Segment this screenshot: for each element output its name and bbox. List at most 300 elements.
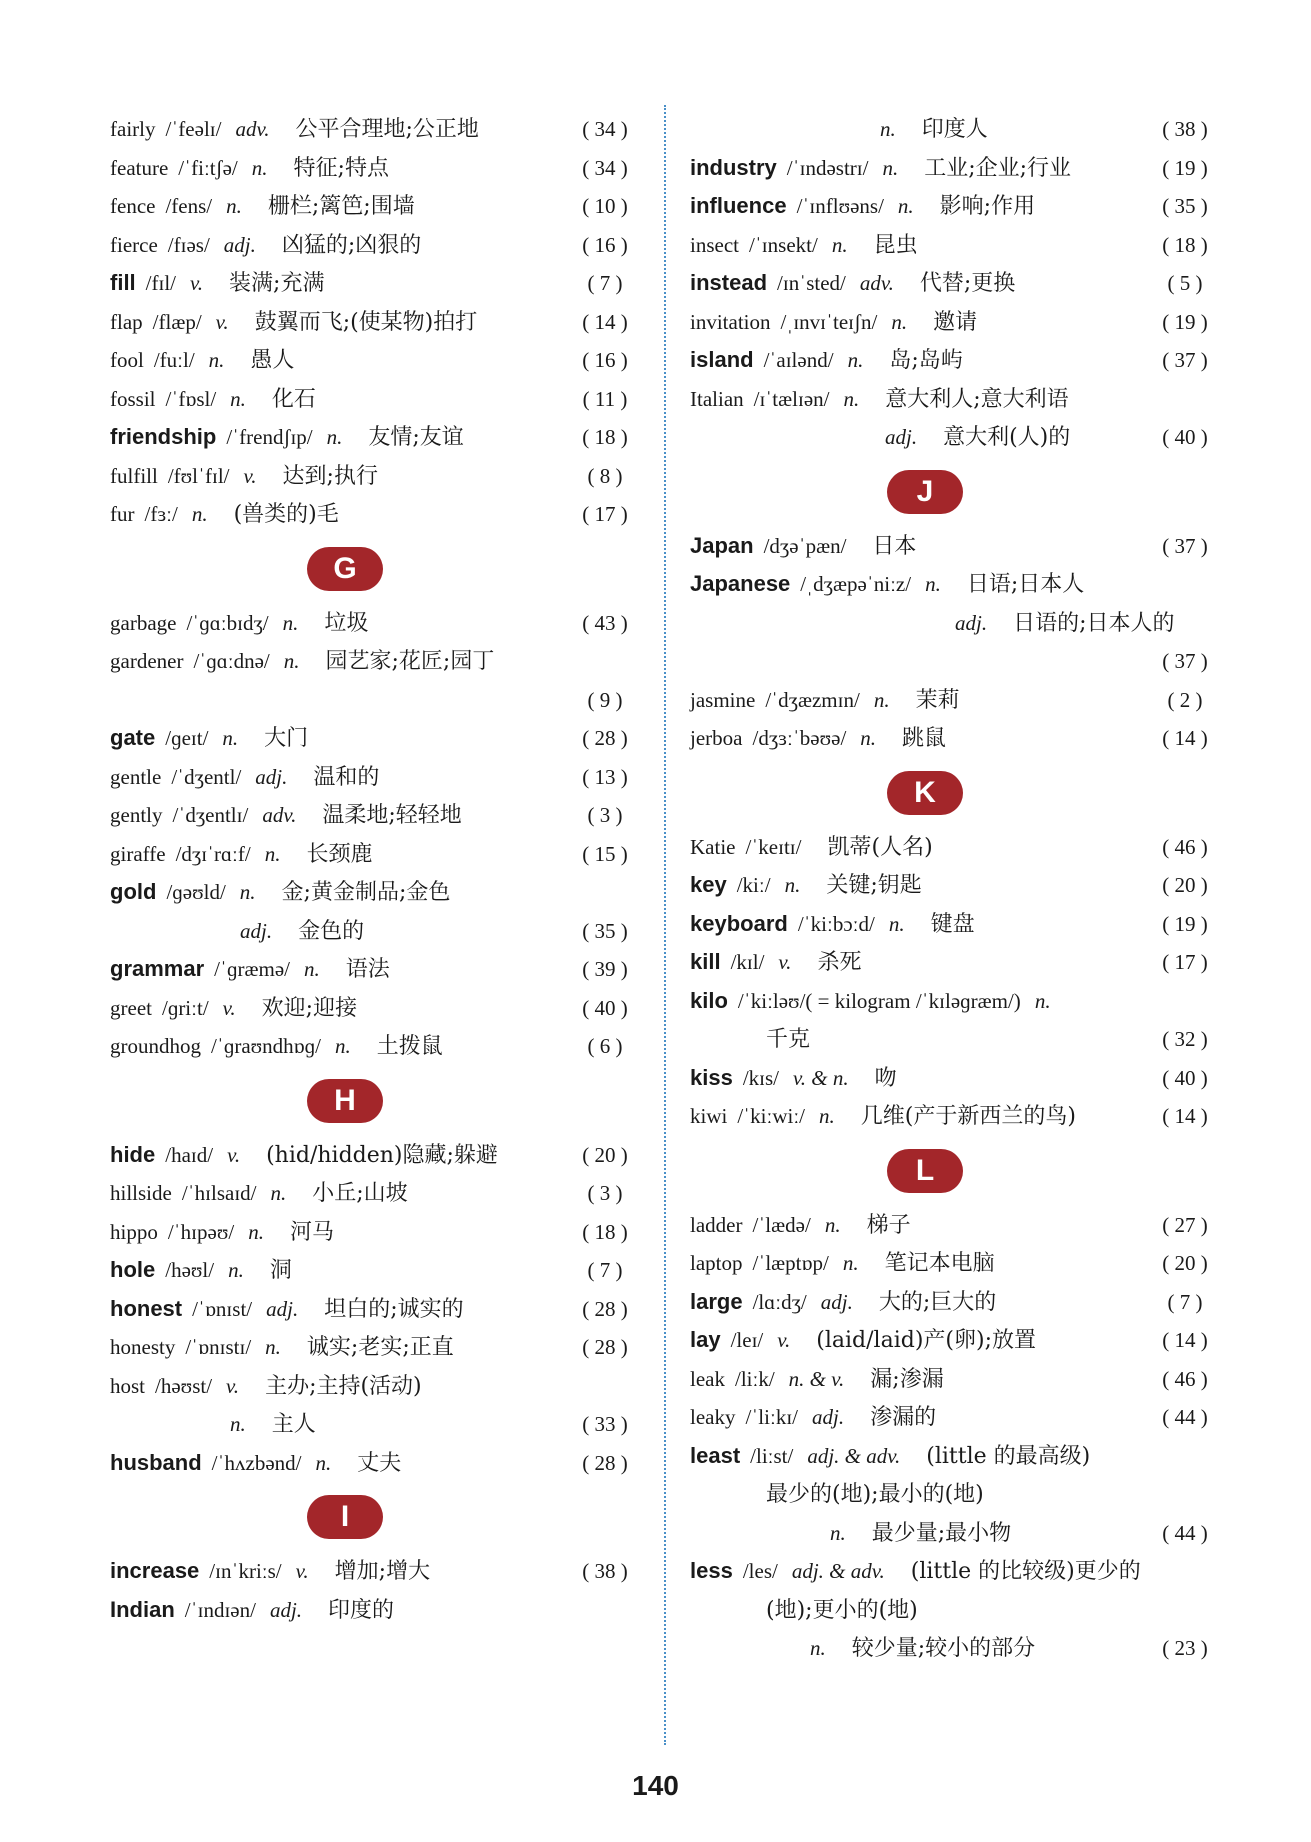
phonetic: /ˈɒnɪstɪ/ [185, 1335, 252, 1359]
unit-reference: ( 34 ) [582, 117, 628, 141]
headword: Katie [690, 834, 736, 859]
dictionary-entry [690, 719, 1220, 758]
unit-reference: ( 28 ) [582, 726, 628, 750]
dictionary-entry [110, 1136, 640, 1175]
headword: friendship [110, 424, 217, 449]
unit-reference: ( 11 ) [582, 386, 628, 411]
part-of-speech: n. [303, 957, 320, 981]
headword: island [690, 347, 754, 372]
meaning: 较少量;较小的部分 [851, 1636, 1036, 1661]
part-of-speech: adv. [859, 271, 894, 295]
phonetic: /lɑːdʒ/ [752, 1289, 807, 1314]
part-of-speech: n. [326, 425, 343, 449]
meaning: 凯蒂(人名) [827, 834, 933, 860]
unit-reference: ( 27 ) [1162, 1212, 1208, 1237]
unit-reference: ( 15 ) [582, 841, 628, 866]
unit-reference: ( 17 ) [1162, 950, 1208, 974]
part-of-speech: adj. [885, 425, 918, 449]
headword: honest [110, 1295, 183, 1321]
headword: greet [110, 995, 152, 1020]
headword: honesty [110, 1335, 176, 1359]
meaning: (兽类的)毛 [233, 502, 339, 527]
meaning: (laid/laid)产(卵);放置 [816, 1328, 1036, 1353]
phonetic: /ˈfɒsl/ [165, 386, 217, 411]
meaning: 邀请 [933, 309, 978, 335]
meaning: 装满;充满 [229, 271, 325, 296]
unit-reference: ( 46 ) [1162, 1366, 1208, 1391]
headword: influence [690, 193, 787, 218]
phonetic: /ˌdʒæpəˈniːz/ [800, 572, 912, 596]
part-of-speech: n. [230, 386, 246, 411]
phonetic: /ˈɒnɪst/ [192, 1296, 253, 1321]
phonetic: /ɡəʊld/ [166, 880, 226, 904]
headword: fill [110, 270, 136, 295]
entry-continuation [690, 1629, 1220, 1668]
meaning: 键盘 [930, 911, 975, 937]
headword: fossil [110, 386, 156, 411]
page-number: 140 [632, 1770, 679, 1801]
part-of-speech: v. [222, 995, 236, 1020]
meaning: 吻 [874, 1065, 897, 1091]
meaning: 小丘;山坡 [312, 1181, 408, 1206]
phonetic: /fuːl/ [153, 348, 195, 372]
dictionary-entry [110, 264, 640, 303]
phonetic: /ˈɡraʊndhɒɡ/ [211, 1034, 321, 1058]
meaning: 愚人 [250, 348, 295, 373]
part-of-speech: n. [1034, 988, 1051, 1013]
phonetic: /ˈdʒentlɪ/ [172, 803, 249, 827]
part-of-speech: v. & n. [793, 1065, 849, 1090]
unit-reference: ( 3 ) [587, 803, 623, 827]
headword: fairly [110, 117, 156, 141]
unit-reference: ( 37 ) [1162, 348, 1208, 372]
headword: Italian [690, 386, 744, 411]
phonetic: /ˈdʒentl/ [171, 764, 242, 789]
meaning: 土拨鼠 [376, 1034, 443, 1059]
part-of-speech: n. [784, 873, 801, 897]
entry-continuation [110, 681, 640, 720]
section-header [110, 1482, 640, 1552]
meaning: 影响;作用 [939, 194, 1036, 219]
phonetic: /ˈkiːwiː/ [737, 1104, 806, 1128]
dictionary-entry [110, 303, 640, 342]
part-of-speech: n. [251, 155, 268, 180]
meaning: 语法 [345, 957, 390, 982]
dictionary-entry [690, 264, 1220, 303]
dictionary-entry [690, 527, 1220, 566]
section-letter-badge: G [307, 547, 383, 591]
dictionary-entry [690, 226, 1220, 265]
phonetic: /ɡriːt/ [161, 995, 209, 1020]
unit-reference: ( 18 ) [1162, 232, 1208, 257]
dictionary-entry [110, 495, 640, 534]
phonetic: /ˈfrendʃɪp/ [226, 425, 313, 449]
part-of-speech: n. [897, 194, 914, 218]
unit-reference: ( 28 ) [582, 1335, 628, 1359]
meaning: 昆虫 [873, 232, 918, 258]
headword: garbage [110, 610, 177, 635]
dictionary-entry [110, 719, 640, 758]
meaning: 渗漏的 [870, 1405, 937, 1430]
headword: jerboa [690, 726, 743, 750]
unit-reference: ( 19 ) [1162, 911, 1208, 936]
dictionary-entry [690, 1244, 1220, 1283]
meaning: 几维(产于新西兰的鸟) [860, 1104, 1076, 1129]
meaning: 达到;执行 [282, 463, 378, 489]
headword: lay [690, 1327, 721, 1352]
phonetic: /ˈfeəlɪ/ [165, 117, 222, 141]
phonetic: /dʒɪˈrɑːf/ [175, 841, 251, 866]
unit-reference: ( 35 ) [1162, 194, 1208, 218]
phonetic: /ˈɡɑːbɪdʒ/ [186, 610, 269, 635]
part-of-speech: v. [215, 309, 229, 334]
dictionary-entry [690, 1283, 1220, 1322]
dictionary-entry [110, 642, 640, 681]
section-header [690, 457, 1220, 527]
unit-reference: ( 38 ) [582, 1559, 628, 1583]
part-of-speech: n. [191, 502, 208, 526]
dictionary-entry [690, 943, 1220, 982]
unit-reference: ( 39 ) [582, 957, 628, 981]
meaning: 千克 [766, 1027, 811, 1052]
part-of-speech: v. [777, 1328, 791, 1352]
part-of-speech: v. [778, 950, 792, 974]
headword: fence [110, 194, 156, 218]
part-of-speech: n. [882, 155, 899, 180]
meaning: 园艺家;花匠;园丁 [325, 649, 495, 674]
unit-reference: ( 14 ) [582, 309, 628, 334]
part-of-speech: v. [226, 1373, 240, 1398]
dictionary-entry [690, 1398, 1220, 1437]
unit-reference: ( 14 ) [1162, 1104, 1208, 1128]
meaning: 印度的 [328, 1597, 395, 1623]
phonetic: /ɪˈtælɪən/ [753, 386, 830, 411]
phonetic: /dʒəˈpæn/ [763, 533, 847, 558]
dictionary-entry [690, 1097, 1220, 1136]
meaning: (little 的最高级) [926, 1443, 1091, 1469]
unit-reference: ( 14 ) [1162, 726, 1208, 750]
headword: laptop [690, 1251, 743, 1275]
dictionary-entry [110, 1367, 640, 1406]
dictionary-entry [110, 341, 640, 380]
headword: instead [690, 270, 768, 295]
part-of-speech: n. [860, 726, 877, 750]
phonetic: /ɪnˈkriːs/ [209, 1559, 282, 1583]
headword: jasmine [690, 687, 756, 712]
headword: hillside [110, 1181, 172, 1205]
headword: large [690, 1288, 743, 1314]
unit-reference: ( 2 ) [1167, 687, 1203, 712]
phonetic: /liːk/ [734, 1366, 775, 1391]
phonetic: /ˈɡræmə/ [214, 957, 290, 981]
phonetic: /ɪnˈsted/ [777, 271, 846, 295]
dictionary-entry [110, 1213, 640, 1252]
dictionary-entry [110, 1174, 640, 1213]
unit-reference: ( 13 ) [582, 764, 628, 789]
unit-reference: ( 37 ) [1162, 533, 1208, 558]
dictionary-entry [110, 758, 640, 797]
unit-reference: ( 18 ) [582, 425, 628, 449]
headword: kilo [690, 987, 728, 1013]
unit-reference: ( 40 ) [1162, 425, 1208, 449]
unit-reference: ( 20 ) [1162, 1251, 1208, 1275]
phonetic: /kɪs/ [742, 1065, 780, 1090]
unit-reference: ( 37 ) [1162, 649, 1208, 673]
headword: increase [110, 1558, 200, 1583]
unit-reference: ( 35 ) [582, 918, 628, 943]
headword: fur [110, 502, 135, 526]
part-of-speech: n. [831, 232, 848, 257]
unit-reference: ( 44 ) [1162, 1520, 1208, 1545]
dictionary-entry [110, 149, 640, 188]
meaning: 河马 [289, 1219, 334, 1245]
meaning: 大的;巨大的 [878, 1289, 997, 1315]
meaning: 友情;友谊 [368, 425, 464, 450]
meaning: 温和的 [313, 764, 380, 790]
dictionary-entry [690, 905, 1220, 944]
unit-reference: ( 46 ) [1162, 834, 1208, 859]
headword: hole [110, 1257, 156, 1282]
part-of-speech: n. [847, 348, 864, 372]
part-of-speech: n. [842, 1251, 859, 1275]
phonetic: /ˈlæptɒp/ [752, 1251, 829, 1275]
section-header [110, 534, 640, 604]
part-of-speech: n. [925, 572, 941, 596]
headword: gardener [110, 649, 184, 673]
meaning: 栅栏;篱笆;围墙 [267, 194, 415, 219]
entry-continuation [690, 1514, 1220, 1553]
meaning: 增加;增大 [334, 1559, 431, 1584]
phonetic: /ˈɪndɪən/ [184, 1597, 256, 1622]
meaning: 特征;特点 [293, 155, 389, 181]
headword: gently [110, 803, 163, 827]
meaning: 诚实;老实;正直 [306, 1335, 454, 1360]
unit-reference: ( 38 ) [1162, 117, 1208, 141]
meaning: 漏;渗漏 [870, 1366, 944, 1392]
meaning: 金;黄金制品;金色 [281, 880, 451, 905]
dictionary-entry [110, 1591, 640, 1630]
unit-reference: ( 20 ) [582, 1142, 628, 1167]
part-of-speech: n. & v. [788, 1366, 845, 1391]
unit-reference: ( 32 ) [1162, 1027, 1208, 1051]
phonetic: /ˈɪnsekt/ [748, 232, 818, 257]
column-divider [664, 105, 666, 1745]
unit-reference: ( 16 ) [582, 232, 628, 257]
phonetic: /ˈhɪlsaɪd/ [181, 1181, 257, 1205]
phonetic: /ˈaɪlənd/ [763, 348, 834, 372]
phonetic: /ˈɪndəstrɪ/ [786, 155, 869, 180]
dictionary-entry [110, 110, 640, 149]
headword: key [690, 872, 727, 897]
dictionary-entry [110, 1027, 640, 1066]
part-of-speech: adj. [820, 1289, 853, 1314]
left-column [110, 110, 640, 1629]
meaning: 坦白的;诚实的 [324, 1296, 464, 1322]
phonetic: /kɪl/ [730, 950, 765, 974]
dictionary-entry [690, 1552, 1220, 1591]
dictionary-entry [110, 950, 640, 989]
headword: husband [110, 1449, 202, 1475]
phonetic: /leɪ/ [730, 1328, 764, 1352]
dictionary-entry [690, 828, 1220, 867]
part-of-speech: n. [334, 1034, 351, 1058]
dictionary-entry [690, 982, 1220, 1021]
meaning: 丈夫 [357, 1450, 402, 1476]
meaning: 公平合理地;公正地 [295, 117, 479, 142]
meaning: 关键;钥匙 [826, 873, 922, 898]
unit-reference: ( 40 ) [1162, 1065, 1208, 1090]
part-of-speech: n. [270, 1181, 287, 1205]
headword: gate [110, 725, 156, 750]
phonetic: /dʒɜːˈbəʊə/ [752, 726, 847, 750]
part-of-speech: n. [230, 1412, 246, 1436]
headword: Indian [110, 1596, 175, 1622]
phonetic: /ˌɪnvɪˈteɪʃn/ [780, 309, 878, 334]
headword: grammar [110, 956, 205, 981]
part-of-speech: adv. [262, 803, 297, 827]
dictionary-entry [690, 1360, 1220, 1399]
dictionary-entry [110, 1552, 640, 1591]
part-of-speech: adj. & adv. [807, 1443, 901, 1468]
entry-continuation [690, 642, 1220, 681]
phonetic: /ˈliːkɪ/ [745, 1405, 798, 1429]
entry-continuation [690, 604, 1220, 643]
dictionary-entry [110, 1328, 640, 1367]
dictionary-entry [110, 187, 640, 226]
section-letter-badge: L [887, 1149, 963, 1193]
part-of-speech: n. [248, 1219, 264, 1244]
entry-continuation [690, 1020, 1220, 1059]
meaning: 意大利人;意大利语 [885, 386, 1069, 412]
headword: leaky [690, 1405, 736, 1429]
part-of-speech: n. [282, 610, 299, 635]
dictionary-entry [110, 457, 640, 496]
meaning: 日语;日本人 [966, 572, 1085, 597]
part-of-speech: n. [891, 309, 908, 334]
section-header [690, 1136, 1220, 1206]
headword: gold [110, 879, 157, 904]
part-of-speech: n. [880, 117, 896, 141]
dictionary-entry [690, 565, 1220, 604]
unit-reference: ( 10 ) [582, 194, 628, 218]
dictionary-entry [110, 380, 640, 419]
unit-reference: ( 33 ) [582, 1412, 628, 1436]
unit-reference: ( 43 ) [582, 610, 628, 635]
part-of-speech: n. [222, 726, 239, 750]
meaning: 主人 [271, 1412, 316, 1437]
dictionary-entry [110, 226, 640, 265]
dictionary-entry [110, 1251, 640, 1290]
meaning: 工业;企业;行业 [924, 155, 1072, 181]
phonetic: /fɪəs/ [167, 232, 210, 257]
entry-continuation [110, 1405, 640, 1444]
phonetic: /ˈfiːtʃə/ [178, 155, 238, 180]
dictionary-entry [690, 303, 1220, 342]
unit-reference: ( 40 ) [582, 995, 628, 1020]
section-letter-badge: J [887, 470, 963, 514]
headword: Japan [690, 532, 754, 558]
part-of-speech: n. [315, 1450, 332, 1475]
dictionary-entry [690, 1206, 1220, 1245]
unit-reference: ( 8 ) [587, 463, 623, 488]
unit-reference: ( 19 ) [1162, 155, 1208, 180]
headword: fierce [110, 232, 158, 257]
unit-reference: ( 16 ) [582, 348, 628, 372]
phonetic: /həʊl/ [165, 1258, 215, 1282]
meaning: 跳鼠 [902, 726, 947, 751]
phonetic: /flæp/ [152, 309, 202, 334]
part-of-speech: adj. [266, 1296, 299, 1321]
meaning: 日语的;日本人的 [1013, 610, 1175, 636]
phonetic: /liːst/ [750, 1443, 794, 1468]
meaning: (little 的比较级)更少的 [910, 1559, 1141, 1584]
entry-continuation [690, 1475, 1220, 1514]
unit-reference: ( 17 ) [582, 502, 628, 526]
unit-reference: ( 34 ) [582, 155, 628, 180]
headword: industry [690, 154, 777, 180]
headword: giraffe [110, 841, 166, 866]
meaning: 大门 [264, 726, 309, 751]
section-letter-badge: K [887, 771, 963, 815]
phonetic: /fens/ [165, 194, 213, 218]
entry-continuation [690, 1591, 1220, 1630]
headword: leak [690, 1366, 725, 1391]
entry-continuation [690, 110, 1220, 149]
meaning: 梯子 [866, 1212, 911, 1238]
meaning: 代替;更换 [919, 271, 1016, 296]
dictionary-entry [110, 989, 640, 1028]
part-of-speech: n. [208, 348, 225, 372]
part-of-speech: n. [283, 649, 300, 673]
right-column [690, 110, 1220, 1668]
headword: groundhog [110, 1034, 201, 1058]
dictionary-entry [110, 1290, 640, 1329]
meaning: 岛;岛屿 [889, 348, 963, 373]
phonetic: /haɪd/ [165, 1142, 214, 1167]
meaning: 主办;主持(活动) [265, 1373, 422, 1399]
meaning: 欢迎;迎接 [261, 995, 358, 1021]
part-of-speech: adj. [240, 918, 273, 943]
section-header [110, 1066, 640, 1136]
dictionary-entry [690, 1059, 1220, 1098]
meaning: 温柔地;轻轻地 [322, 803, 462, 828]
unit-reference: ( 18 ) [582, 1219, 628, 1244]
meaning: 凶猛的;凶狠的 [281, 232, 422, 258]
part-of-speech: n. [239, 880, 256, 904]
entry-continuation [110, 912, 640, 951]
headword: least [690, 1442, 741, 1468]
unit-reference: ( 6 ) [587, 1034, 623, 1058]
headword: gentle [110, 764, 162, 789]
headword: keyboard [690, 910, 788, 936]
entry-continuation [690, 418, 1220, 457]
unit-reference: ( 28 ) [582, 1296, 628, 1321]
headword: kiwi [690, 1104, 728, 1128]
meaning: 化石 [271, 386, 316, 412]
phonetic: /ˈlædə/ [752, 1212, 811, 1237]
headword: less [690, 1558, 733, 1583]
headword: host [110, 1373, 146, 1398]
meaning: 意大利(人)的 [943, 425, 1071, 450]
headword: fulfill [110, 463, 158, 488]
unit-reference: ( 7 ) [587, 1258, 623, 1282]
section-letter-badge: H [307, 1079, 383, 1123]
part-of-speech: n. [824, 1212, 841, 1237]
part-of-speech: n. [810, 1636, 826, 1660]
meaning: 日本 [872, 533, 917, 559]
phonetic: /fʊlˈfɪl/ [167, 463, 230, 488]
dictionary-entry [690, 149, 1220, 188]
